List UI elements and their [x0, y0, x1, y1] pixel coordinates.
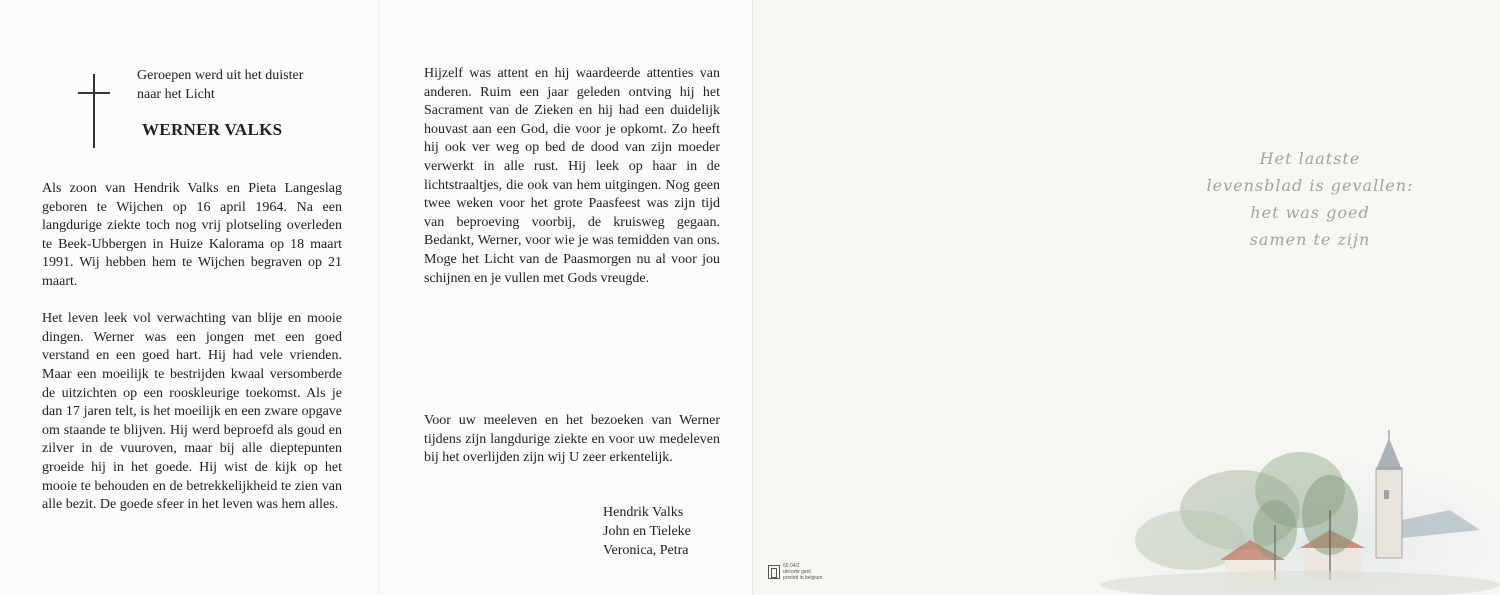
printer-origin: printed in belgium	[783, 575, 823, 581]
printer-logo-icon	[768, 565, 780, 579]
printer-name: decorte gent	[783, 569, 811, 575]
biography-text	[42, 180, 342, 515]
cross-icon	[78, 74, 110, 148]
tribute-text: Hijzelf was attent en hij waardeerde attenties van anderen. Ruim een jaar geleden ontving hij het Sacrament van de Zieken en hij had een duidelijk houvast aan een God, die voor je opkomt. Zo heeft hij ook ver weg op bed de dood van zijn moeder verwerkt in alle rust. Hij leek op haar in de lichtstraaltjes, die ook van hem uitgingen. Nog geen twee weken voor het grote Paasfeest was zijn tijd van beproeving voorbij, de kruisweg gegaan. Bedankt, Werner, voor wie je was temidden van ons. Moge het Licht van de Paasmorgen nu al voor jou schijnen en je vullen met Gods vreugde.	[424, 66, 720, 286]
paragraph-birth-death: Als zoon van Hendrik Valks en Pieta Langeslag geboren te Wijchen op 16 april 1964. Na een langdurige ziekte toch nog vrij plotseling overleden te Beek-Ubbergen in Huize Kalorama op 18 maart 1991. Wij hebben hem te Wijchen begraven op 21 maart.	[42, 181, 342, 289]
header-line-1: Geroepen werd uit het duister	[137, 68, 304, 83]
poem-line: het was goed	[1250, 203, 1370, 222]
header-line-2: naar het Licht	[137, 87, 215, 102]
village-watercolor-illustration	[1100, 430, 1500, 595]
signature-line: Hendrik Valks	[603, 505, 684, 520]
card-panel-left	[0, 0, 378, 595]
signature-line: Veronica, Petra	[603, 543, 689, 558]
signature-line: John en Tieleke	[603, 524, 691, 539]
poem-line: samen te zijn	[1249, 230, 1371, 249]
printer-code: 60.04/2	[783, 563, 800, 569]
family-signatures	[603, 503, 691, 560]
printer-imprint	[783, 563, 822, 581]
thanks-text: Voor uw meeleven en het bezoeken van Werner tijdens zijn langdurige ziekte en voor uw medeleven bij het overlijden zijn wij U zeer erkentelijk.	[424, 413, 720, 466]
deceased-name: WERNER VALKS	[142, 120, 283, 139]
poem-line: Het laatste	[1259, 149, 1361, 168]
poem-line: levensblad is gevallen:	[1206, 176, 1414, 195]
cover-poem	[1190, 145, 1430, 253]
paragraph-life: Het leven leek vol verwachting van blije en mooie dingen. Werner was een jongen met een goed verstand en een goed hart. Hij had vele vrienden. Maar een moeilijk te bestrijden kwaal versomberde de uitzichten op een rooskleurige toekomst. Als je dan 17 jaren telt, is het moeilijk en een zware opgave om staande te blijven. Hij werd beproefd als goud en zilver in de vuuroven, maar bij alle dieptepunten groeide hij in het goede. Hij wist de kijk op het mooie te behouden en de betrekkelijkheid te zien van alle bezit. De goede sfeer in het leven was hem alles.	[42, 311, 342, 513]
printer-mark	[768, 563, 822, 581]
